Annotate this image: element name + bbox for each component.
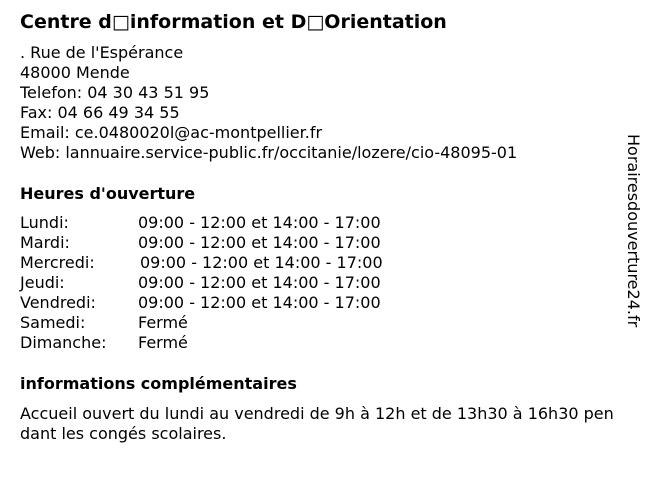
- phone-number: Telefon: 04 30 43 51 95: [20, 83, 210, 102]
- day-label: Jeudi:: [20, 273, 65, 292]
- day-label: Vendredi:: [20, 293, 96, 312]
- watermark: [622, 134, 646, 370]
- street-address: . Rue de l'Espérance: [20, 43, 184, 62]
- hours-row-lundi: [20, 213, 440, 233]
- contact-block: [20, 43, 517, 163]
- day-label: Mardi:: [20, 233, 70, 252]
- day-hours: 09:00 - 12:00 et 14:00 - 17:00: [140, 253, 383, 272]
- additional-info-text: Accueil ouvert du lundi au vendredi de 9h à 12h et de 13h30 à 16h30 pendant les congés scolaires.: [20, 404, 614, 443]
- day-label: Lundi:: [20, 213, 69, 232]
- watermark-text: Horairesdouverture24.fr: [624, 134, 643, 328]
- day-label: Dimanche:: [20, 333, 107, 352]
- hours-row-dimanche: [20, 333, 440, 353]
- email-address: Email: ce.0480020l@ac-montpellier.fr: [20, 123, 323, 142]
- hours-row-mercredi: [20, 253, 440, 273]
- day-label: Samedi:: [20, 313, 86, 332]
- opening-hours-heading: Heures d'ouverture: [20, 184, 196, 203]
- additional-info-heading: informations complémentaires: [20, 374, 297, 393]
- hours-row-jeudi: [20, 273, 440, 293]
- day-hours: 09:00 - 12:00 et 14:00 - 17:00: [138, 273, 381, 292]
- day-label: Mercredi:: [20, 253, 95, 272]
- day-hours: Fermé: [138, 333, 188, 352]
- hours-row-vendredi: [20, 293, 440, 313]
- fax-number: Fax: 04 66 49 34 55: [20, 103, 180, 122]
- city: 48000 Mende: [20, 63, 130, 82]
- day-hours: 09:00 - 12:00 et 14:00 - 17:00: [138, 213, 381, 232]
- page-title: Centre d□information et D□Orientation: [20, 11, 447, 33]
- day-hours: Fermé: [138, 313, 188, 332]
- day-hours: 09:00 - 12:00 et 14:00 - 17:00: [138, 293, 381, 312]
- day-hours: 09:00 - 12:00 et 14:00 - 17:00: [138, 233, 381, 252]
- opening-hours-table: [20, 213, 440, 353]
- hours-row-samedi: [20, 313, 440, 333]
- hours-row-mardi: [20, 233, 440, 253]
- website-url: Web: lannuaire.service-public.fr/occitanie/lozere/cio-48095-01: [20, 143, 518, 162]
